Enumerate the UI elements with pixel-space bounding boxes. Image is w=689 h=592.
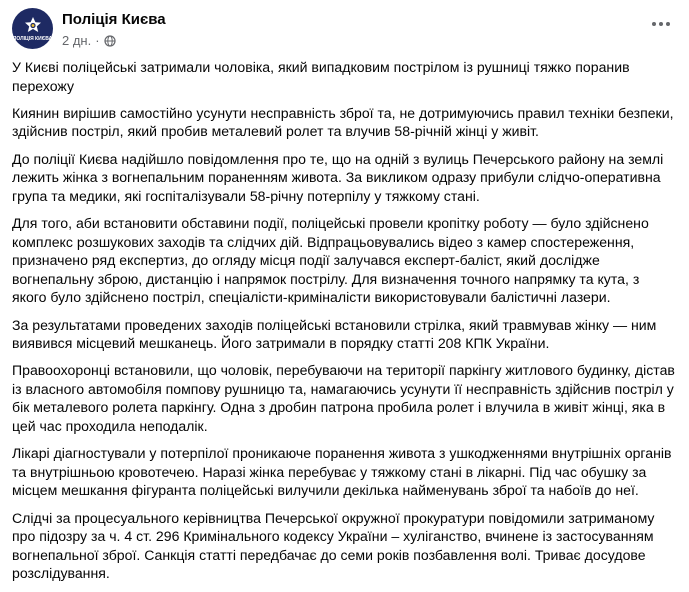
more-dot	[659, 22, 663, 26]
meta-separator: ·	[95, 33, 100, 48]
post-paragraph: Слідчі за процесуального керівництва Печерської окружної прокуратури повідомили затриманому про підозру за ч. 4 ст. 296 Кримінального кодексу України – хуліганство, вчинене із застосуванням вогнепальної зброї. Санкція статті передбачає до семи років позбавлення волі. Триває досудове розслідування.	[12, 509, 655, 582]
post-paragraph: Для того, аби встановити обставини події, поліцейські провели кропітку роботу — було здійснено комплекс розшукових заходів та слідчих дій. Відпрацьовувались відео з камер спостереження, призначено ряд експертиз, до огляду місця події залучався експерт-балiст, який дослідже вогнепальну зброю, дистанцію і напрямок пострілу. Для визначення точного напрямку та кута, з якого було здійснено постріл, спеціалісти-криміналісти використовували балістичні лазери.	[12, 214, 649, 306]
police-badge-icon	[23, 16, 43, 36]
page-name-link[interactable]: Поліція Києва	[62, 11, 166, 28]
post-timestamp[interactable]: 2 дн.	[62, 33, 92, 48]
post-body	[12, 58, 677, 592]
post-paragraph: Киянин вирішив самостійно усунути несправність зброї та, не дотримуючись правил техніки безпеки, здійснив постріл, який пробив металевий ролет та влучив 58-річній жінці у живіт.	[12, 104, 674, 140]
more-options-button[interactable]	[649, 16, 673, 32]
post-paragraph: За результатами проведених заходів поліцейські встановили стрілка, який травмував жінку — ним виявився місцевий мешканець. Його затримали в порядку статті 208 КПК України.	[12, 316, 657, 352]
globe-icon[interactable]	[104, 35, 116, 47]
post-paragraph: До поліції Києва надійшло повідомлення про те, що на одній з вулиць Печерського району на землі лежить жінка з вогнепальним пораненням живота. За викликом одразу прибули слідчо-оперативна група та медики, які госпіталізували 58-річну потерпілу у тяжкому стані.	[12, 150, 664, 204]
post-paragraph: Правоохоронці встановили, що чоловік, перебуваючи на території паркінгу житлового будинку, дістав із власного автомобіля помпову рушницю та, намагаючись усунути її несправність здійснив постріл у бік металевого ролета паркінгу. Одна з дробин патрона пробила ролет і влучила в живіт жінці, яка в цей час проходила неподалік.	[12, 362, 675, 435]
post-paragraph: У Києві поліцейські затримали чоловіка, який випадковим пострілом із рушниці тяжко поранив перехожу	[12, 59, 630, 94]
more-dot	[666, 22, 670, 26]
post-header	[12, 8, 677, 52]
post-meta	[62, 33, 116, 48]
page-avatar[interactable]	[12, 8, 53, 49]
more-dot	[652, 22, 656, 26]
post-paragraph: Лікарі діагностували у потерпілої проникаюче поранення живота з ушкодженнями внутрішніх органів та внутрішньою кровотечею. Наразі жінка перебуває у тяжкому стані в лікарні. Під час обушку за місцем мешкання фігуранта поліцейські вилучили декілька найменувань зброї та набоїв до неї.	[12, 445, 672, 499]
avatar-caption: ПОЛІЦІЯ КИЄВА	[12, 35, 53, 42]
